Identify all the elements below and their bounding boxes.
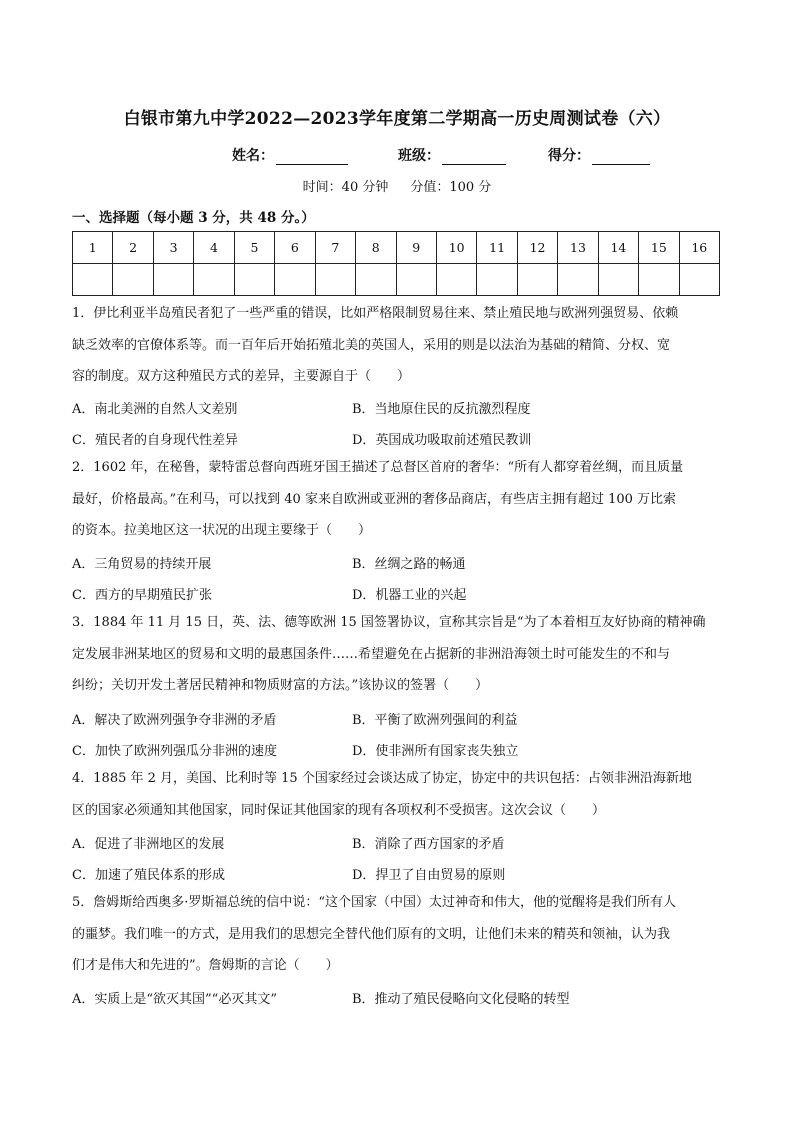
name-field[interactable] [232, 145, 348, 165]
exam-points: 分值：100 分 [410, 180, 492, 195]
answer-table-number-cell: 4 [194, 232, 234, 264]
name-blank[interactable] [276, 149, 348, 165]
option-a[interactable]: A．实质上是“欲灭其国”“必灭其文” [72, 992, 277, 1007]
option-b[interactable]: B．当地原住民的反抗激烈程度 [352, 402, 531, 417]
answer-table-number-cell: 6 [275, 232, 315, 264]
answer-table-number-cell: 3 [153, 232, 193, 264]
answer-cell[interactable] [639, 264, 679, 296]
option-b[interactable]: B．消除了西方国家的矛盾 [352, 837, 505, 852]
question-line: 区的国家必须通知其他国家，同时保证其他国家的现有各项权利不受损害。这次会议（ ） [72, 802, 606, 818]
class-field[interactable] [398, 145, 506, 165]
question-line: 4．1885 年 2 月，美国、比利时等 15 个国家经过会谈达成了协定，协定中的共识包括：占领非洲沿海新地 [72, 771, 692, 786]
answer-cell[interactable] [315, 264, 355, 296]
question-line: 最好，价格最高。”在利马，可以找到 40 家来自欧洲或亚洲的奢侈品商店，有些店主拥有超过 100 万比索 [72, 491, 677, 507]
option-d[interactable]: D．英国成功吸取前述殖民教训 [352, 433, 532, 448]
exam-title: 白银市第九中学2022—2023学年度第二学期高一历史周测试卷（六） [123, 109, 671, 129]
option-b[interactable]: B．推动了殖民侵略向文化侵略的转型 [352, 992, 570, 1007]
question-line: 纠纷；关切开发土著居民精神和物质财富的方法。”该协议的签署（ ） [72, 678, 489, 693]
answer-table-number-cell: 13 [558, 232, 598, 264]
answer-cell[interactable] [679, 264, 719, 296]
name-label: 姓名： [232, 148, 274, 164]
question-1 [72, 298, 722, 393]
exam-time: 时间：40 分钟 [302, 180, 389, 195]
section-title: 一、选择题（每小题 3 分，共 48 分。） [72, 210, 315, 226]
score-field[interactable] [548, 145, 650, 165]
answer-table-number-cell: 8 [356, 232, 396, 264]
question-line: 2．1602 年，在秘鲁，蒙特雷总督向西班牙国王描述了总督区首府的奢华：“所有人都穿着丝绸，而且质量 [72, 460, 684, 475]
answer-cell[interactable] [356, 264, 396, 296]
question-line: 缺乏效率的官僚体系等。而一百年后开始拓殖北美的英国人，采用的则是以法治为基础的精简、分权、宽 [72, 337, 671, 353]
answer-table-number-cell: 16 [679, 232, 719, 264]
question-4 [72, 763, 722, 826]
answer-table-number-cell: 9 [396, 232, 436, 264]
answer-table-number-cell: 7 [315, 232, 355, 264]
question-3 [72, 607, 722, 702]
question-2 [72, 452, 722, 547]
option-d[interactable]: D．捍卫了自由贸易的原则 [352, 868, 506, 883]
answer-table-number-cell: 12 [517, 232, 557, 264]
answer-cell[interactable] [517, 264, 557, 296]
option-a[interactable]: A．南北美洲的自然人文差别 [72, 402, 238, 417]
question-line: 3．1884 年 11 月 15 日，英、法、德等欧洲 15 国签署协议，宣称其宗旨是“为了本着相互友好协商的精神确 [72, 615, 706, 630]
question-line: 的资本。拉美地区这一状况的出现主要缘于（ ） [72, 523, 372, 538]
option-b[interactable]: B．丝绸之路的畅通 [352, 557, 466, 572]
time-points-row [0, 176, 794, 195]
answer-cell[interactable] [275, 264, 315, 296]
option-c[interactable]: C．殖民者的自身现代性差异 [72, 433, 238, 448]
option-a[interactable]: A．解决了欧洲列强争夺非洲的矛盾 [72, 713, 277, 728]
answer-cell[interactable] [234, 264, 274, 296]
answer-table-number-cell: 5 [234, 232, 274, 264]
answer-cell[interactable] [436, 264, 476, 296]
question-line: 的噩梦。我们唯一的方式，是用我们的思想完全替代他们原有的文明，让他们未来的精英和领袖，认为我 [72, 926, 671, 942]
answer-cell[interactable] [194, 264, 234, 296]
option-c[interactable]: C．加速了殖民体系的形成 [72, 868, 225, 883]
class-label: 班级： [398, 148, 440, 164]
answer-cell[interactable] [598, 264, 638, 296]
answer-table-number-cell: 10 [436, 232, 476, 264]
question-line: 定发展非洲某地区的贸易和文明的最惠国条件……希望避免在占据新的非洲沿海领土时可能发生的不和与 [72, 646, 671, 662]
answer-table-number-cell: 14 [598, 232, 638, 264]
score-label: 得分： [548, 148, 590, 164]
answer-cell[interactable] [558, 264, 598, 296]
answer-cell[interactable] [73, 264, 113, 296]
option-b[interactable]: B．平衡了欧洲列强间的利益 [352, 713, 518, 728]
answer-cell[interactable] [396, 264, 436, 296]
option-c[interactable]: C．西方的早期殖民扩张 [72, 588, 212, 603]
answer-table-answer-row [73, 264, 720, 296]
question-line: 5．詹姆斯给西奥多·罗斯福总统的信中说：“这个国家（中国）太过神奇和伟大，他的觉醒将是我们所有人 [72, 895, 677, 910]
class-blank[interactable] [442, 149, 506, 165]
answer-table-number-cell: 2 [113, 232, 153, 264]
option-c[interactable]: C．加快了欧洲列强瓜分非洲的速度 [72, 744, 277, 759]
question-line: 1．伊比利亚半岛殖民者犯了一些严重的错误，比如严格限制贸易往来、禁止殖民地与欧洲列强贸易、依赖 [72, 306, 679, 321]
option-a[interactable]: A．三角贸易的持续开展 [72, 557, 212, 572]
option-d[interactable]: D．使非洲所有国家丧失独立 [352, 744, 519, 759]
option-a[interactable]: A．促进了非洲地区的发展 [72, 837, 225, 852]
answer-table-number-cell: 11 [477, 232, 517, 264]
answer-table-number-cell: 1 [73, 232, 113, 264]
question-line: 们才是伟大和先进的”。詹姆斯的言论（ ） [72, 958, 339, 973]
question-line: 容的制度。双方这种殖民方式的差异，主要源自于（ ） [72, 369, 411, 384]
answer-cell[interactable] [477, 264, 517, 296]
option-d[interactable]: D．机器工业的兴起 [352, 588, 467, 603]
answer-cell[interactable] [113, 264, 153, 296]
question-5 [72, 887, 722, 982]
score-blank[interactable] [592, 149, 650, 165]
answer-table-header-row [73, 232, 720, 264]
answer-table-number-cell: 15 [639, 232, 679, 264]
answer-cell[interactable] [153, 264, 193, 296]
answer-table [72, 231, 720, 296]
